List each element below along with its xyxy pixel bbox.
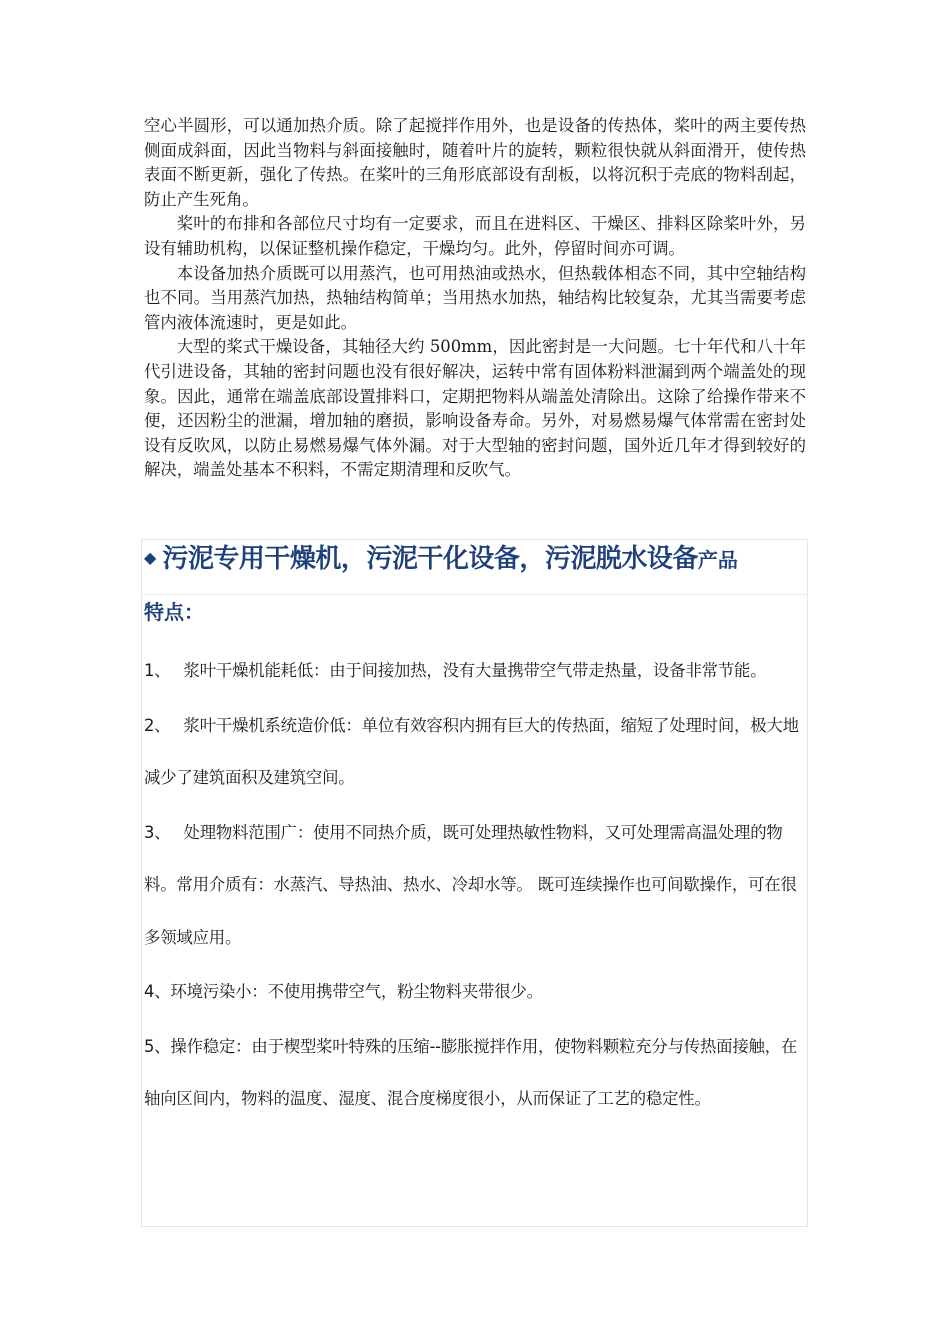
feature-list <box>144 645 808 1128</box>
paragraph-1: 空心半圆形，可以通加热介质。除了起搅拌作用外，也是设备的传热体，桨叶的两主要传热侧面成斜面，因此当物料与斜面接触时，随着叶片的旋转，颗粒很快就从斜面滑开，使传热表面不断更新，强化了传热。在桨叶的三角形底部设有刮板，以将沉积于壳底的物料刮起，防止产生死角。 <box>144 116 806 209</box>
feature-text: 浆叶干燥机能耗低：由于间接加热，没有大量携带空气带走热量，设备非常节能。 <box>183 661 767 680</box>
feature-number: 1、 <box>144 661 171 680</box>
diamond-bullet-icon: ◆ <box>144 548 157 567</box>
body-text <box>144 114 806 483</box>
feature-text: 操作稳定：由于楔型桨叶特殊的压缩--膨胀搅拌作用，使物料颗粒充分与传热面接触，在轴向区间内，物料的温度、湿度、混合度梯度很小，从而保证了工艺的稳定性。 <box>144 1036 798 1108</box>
feature-item <box>144 966 808 1019</box>
feature-text: 浆叶干燥机系统造价低：单位有效容积内拥有巨大的传热面，缩短了处理时间，极大地减少了建筑面积及建筑空间。 <box>144 715 799 787</box>
paragraph-3: 本设备加热介质既可以用蒸汽，也可用热油或热水，但热载体相态不同，其中空轴结构也不同。当用蒸汽加热，热轴结构简单；当用热水加热，轴结构比较复杂，尤其当需要考虑管内液体流速时，更是如此。 <box>144 263 806 332</box>
feature-item <box>144 700 808 805</box>
section-title <box>144 538 738 575</box>
feature-number: 5、 <box>144 1036 171 1056</box>
section-title-text: 污泥专用干燥机，污泥干化设备，污泥脱水设备 <box>162 544 698 574</box>
feature-text: 处理物料范围广：使用不同热介质，既可处理热敏性物料，又可处理需高温处理的物料。常用介质有：水蒸汽、导热油、热水、冷却水等。 既可连续操作也可间歇操作，可在很多领域应用。 <box>144 822 797 947</box>
feature-number: 2、 <box>144 715 171 735</box>
section-subtitle: 特点： <box>144 600 204 624</box>
feature-text: 环境污染小：不使用携带空气，粉尘物料夹带很少。 <box>170 982 543 1001</box>
feature-item <box>144 807 808 965</box>
feature-number: 4、 <box>144 982 171 1001</box>
paragraph-2: 桨叶的布排和各部位尺寸均有一定要求，而且在进料区、干燥区、排料区除桨叶外，另设有辅助机构，以保证整机操作稳定，干燥均匀。此外，停留时间亦可调。 <box>144 214 806 258</box>
feature-number: 3、 <box>144 822 171 842</box>
section-title-suffix: 产品 <box>697 548 738 572</box>
feature-item <box>144 645 808 698</box>
paragraph-4: 大型的桨式干燥设备，其轴径大约 500mm，因此密封是一大问题。七十年代和八十年代引进设备，其轴的密封问题也没有很好解决，运转中常有固体粉料泄漏到两个端盖处的现象。因此，通常在端盖底部设置排料口，定期把物料从端盖处清除出。这除了给操作带来不便，还因粉尘的泄漏，增加轴的磨损，影响设备寿命。另外，对易燃易爆气体常需在密封处设有反吹风，以防止易燃易爆气体外漏。对于大型轴的密封问题，国外近几年才得到较好的解决，端盖处基本不积料，不需定期清理和反吹气。 <box>144 337 806 480</box>
feature-item <box>144 1021 808 1126</box>
